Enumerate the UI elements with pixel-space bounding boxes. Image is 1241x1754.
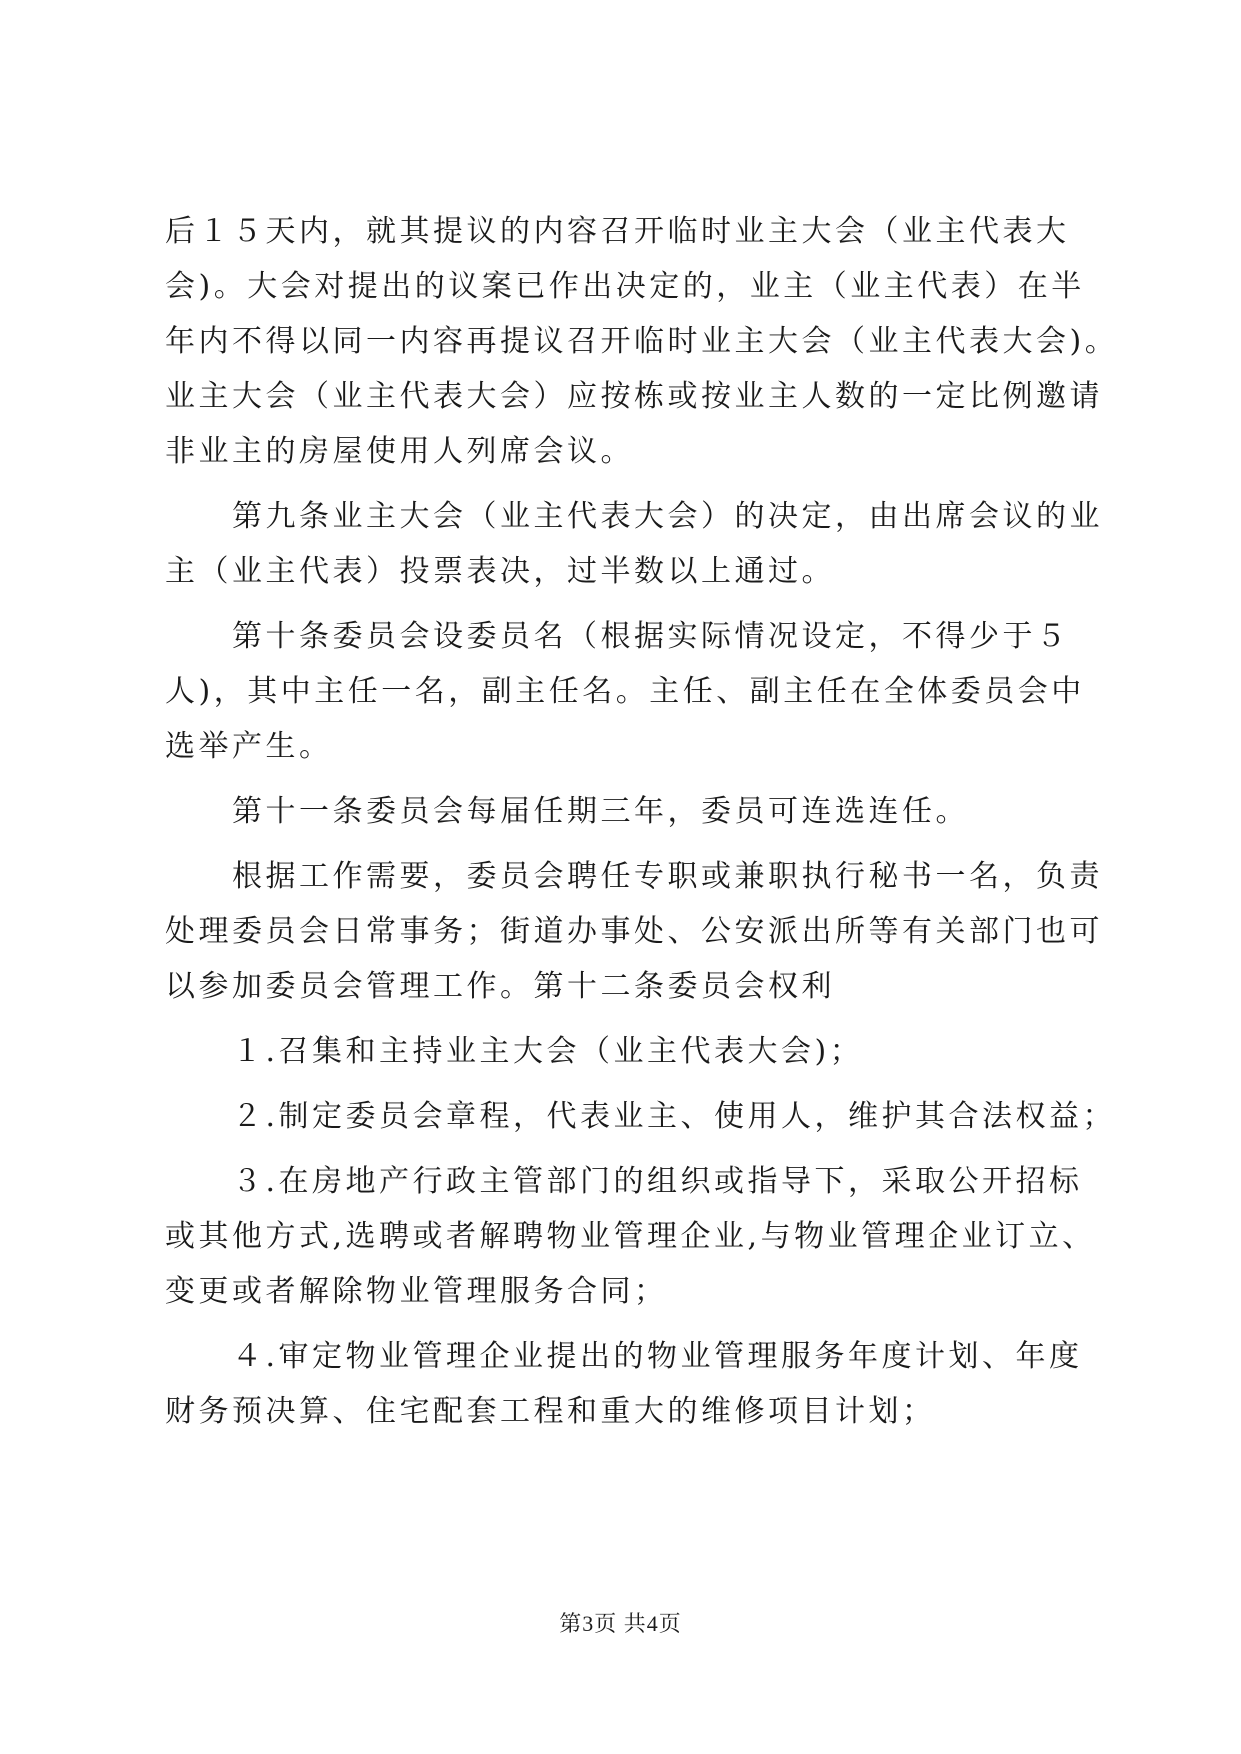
paragraph-line: 后１５天内，就其提议的内容召开临时业主大会（业主代表大	[165, 214, 1070, 249]
list-item: ３.在房地产行政主管部门的组织或指导下，采取公开招标	[232, 1164, 1083, 1199]
paragraph-line: 以参加委员会管理工作。第十二条委员会权利	[165, 969, 835, 1004]
paragraph-line: 非业主的房屋使用人列席会议。	[165, 434, 634, 469]
list-item: １.召集和主持业主大会（业主代表大会)；	[232, 1034, 864, 1069]
paragraph-line: 变更或者解除物业管理服务合同；	[165, 1274, 668, 1309]
paragraph-line: 人)，其中主任一名，副主任名。主任、副主任在全体委员会中	[165, 674, 1085, 709]
paragraph-line: 年内不得以同一内容再提议召开临时业主大会（业主代表大会)。	[165, 324, 1119, 359]
paragraph-line: 财务预决算、住宅配套工程和重大的维修项目计划；	[165, 1394, 936, 1429]
paragraph-line: 第十一条委员会每届任期三年，委员可连选连任。	[232, 794, 969, 829]
paragraph-line: 第十条委员会设委员名（根据实际情况设定，不得少于５	[232, 619, 1070, 654]
paragraph-line: 选举产生。	[165, 729, 333, 764]
list-item: ２.制定委员会章程，代表业主、使用人，维护其合法权益；	[232, 1099, 1117, 1134]
paragraph-line: 处理委员会日常事务；街道办事处、公安派出所等有关部门也可	[165, 914, 1103, 949]
paragraph-line: 会)。大会对提出的议案已作出决定的，业主（业主代表）在半	[165, 269, 1085, 304]
paragraph-line: 第九条业主大会（业主代表大会）的决定，由出席会议的业	[232, 499, 1103, 534]
page-number-footer: 第3页 共4页	[559, 1611, 682, 1636]
paragraph-line: 主（业主代表）投票表决，过半数以上通过。	[165, 554, 835, 589]
list-item: ４.审定物业管理企业提出的物业管理服务年度计划、年度	[232, 1339, 1083, 1374]
paragraph-line: 或其他方式,选聘或者解聘物业管理企业,与物业管理企业订立、	[165, 1219, 1096, 1254]
paragraph-line: 根据工作需要，委员会聘任专职或兼职执行秘书一名，负责	[232, 859, 1103, 894]
paragraph-line: 业主大会（业主代表大会）应按栋或按业主人数的一定比例邀请	[165, 379, 1103, 414]
